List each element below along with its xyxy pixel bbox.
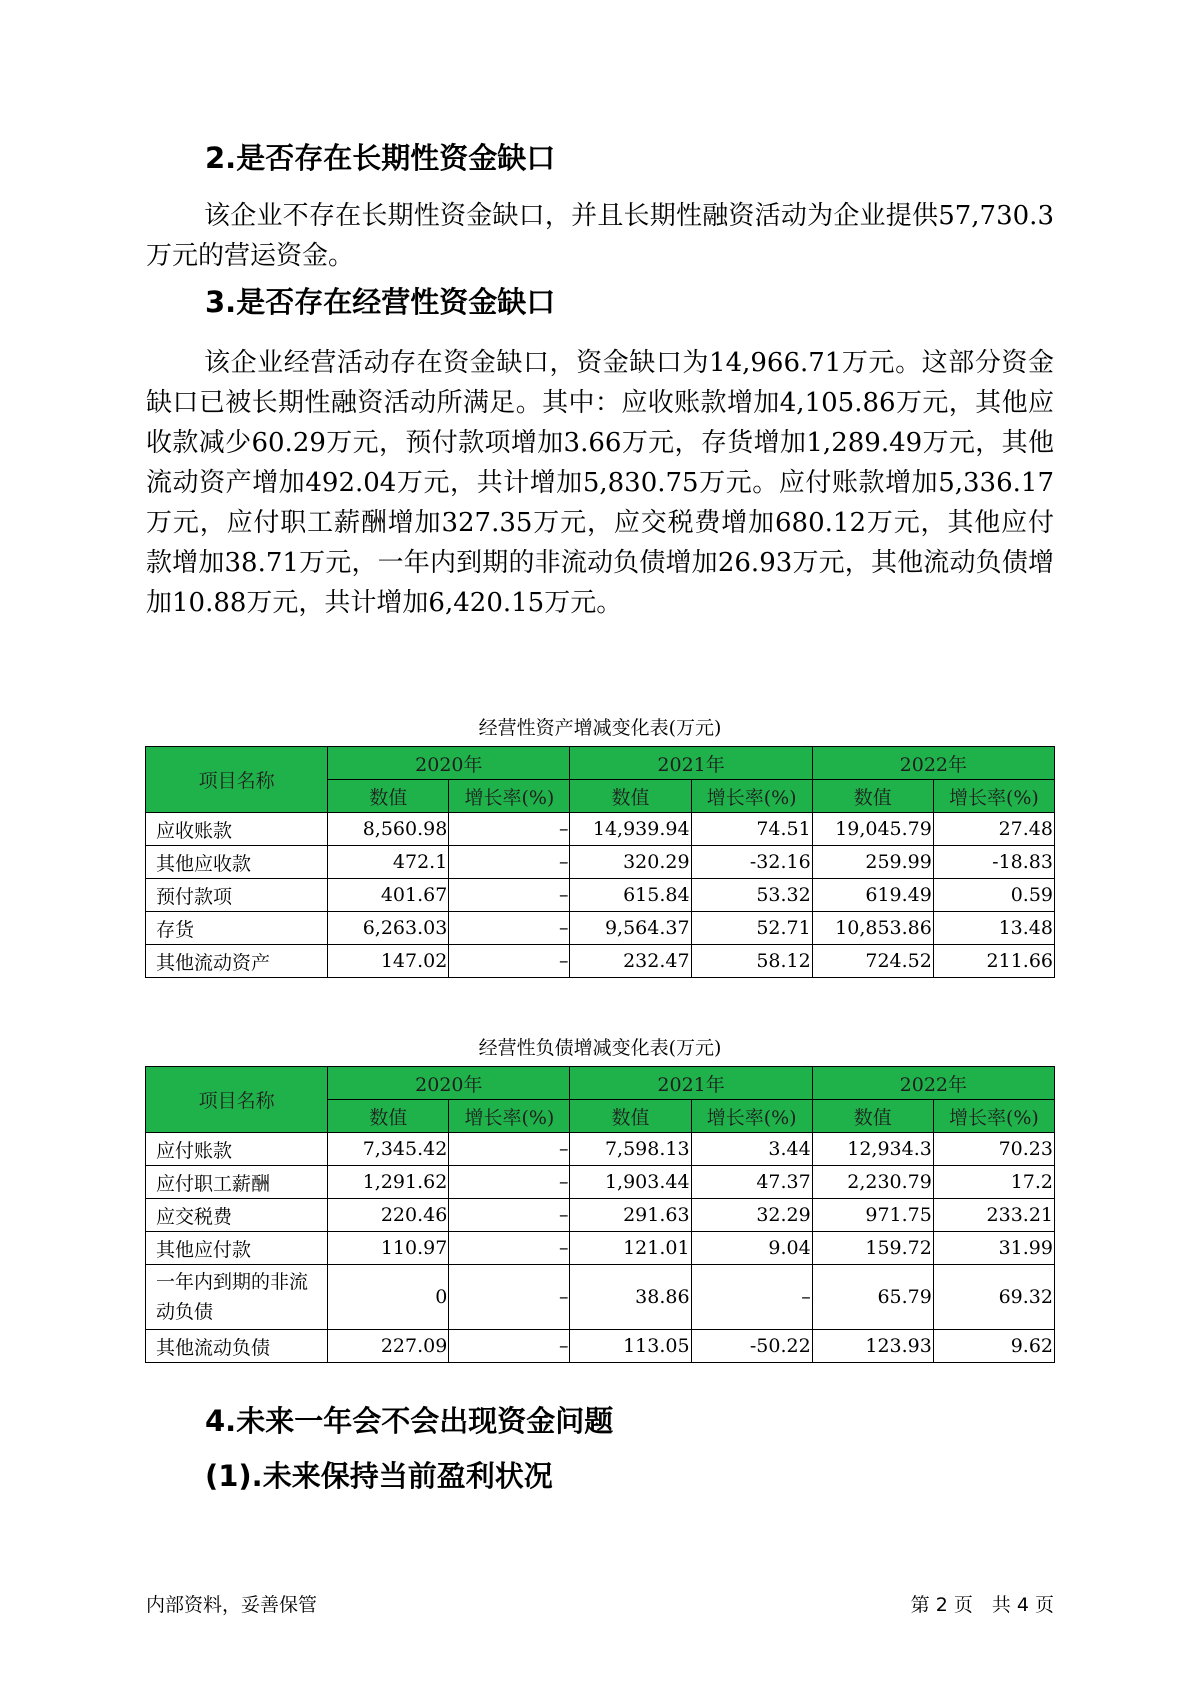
cell-growth-rate: – [449,1166,570,1199]
cell-value: 0 [328,1265,449,1330]
row-item-name: 预付款项 [146,879,328,912]
footer-page-number: 第 2 页 共 4 页 [910,1594,1054,1616]
header-year-2021: 2021年 [570,1067,812,1100]
cell-value: 9,564.37 [570,912,691,945]
cell-growth-rate: – [449,1265,570,1330]
cell-value: 8,560.98 [328,813,449,846]
cell-value: 6,263.03 [328,912,449,945]
cell-value: 615.84 [570,879,691,912]
table-row [146,945,1055,978]
cell-growth-rate: 17.2 [933,1166,1054,1199]
cell-value: 227.09 [328,1330,449,1363]
header-year-2020: 2020年 [328,747,570,780]
cell-growth-rate: – [449,945,570,978]
cell-growth-rate: – [449,912,570,945]
cell-value: 1,903.44 [570,1166,691,1199]
asset-change-table [145,746,1055,978]
cell-value: 291.63 [570,1199,691,1232]
header-value: 数值 [328,1100,449,1133]
row-item-name: 其他流动资产 [146,945,328,978]
header-value: 数值 [812,1100,933,1133]
asset-table-caption: 经营性资产增减变化表(万元) [478,717,722,739]
row-item-name: 存货 [146,912,328,945]
section-3-title: 3.是否存在经营性资金缺口 [205,285,556,319]
cell-value: 12,934.3 [812,1133,933,1166]
header-growth-rate: 增长率(%) [449,1100,570,1133]
cell-value: 472.1 [328,846,449,879]
header-growth-rate: 增长率(%) [449,780,570,813]
row-item-name: 其他应收款 [146,846,328,879]
cell-value: 38.86 [570,1265,691,1330]
cell-value: 147.02 [328,945,449,978]
cell-value: 401.67 [328,879,449,912]
cell-growth-rate: 31.99 [933,1232,1054,1265]
cell-growth-rate: 69.32 [933,1265,1054,1330]
liability-change-table [145,1066,1055,1363]
section-4-title: 4.未来一年会不会出现资金问题 [205,1404,614,1438]
section-2-title: 2.是否存在长期性资金缺口 [205,141,556,175]
row-item-name: 应付职工薪酬 [146,1166,328,1199]
header-growth-rate: 增长率(%) [933,1100,1054,1133]
footer-confidential-note: 内部资料，妥善保管 [146,1594,318,1616]
cell-growth-rate: 211.66 [933,945,1054,978]
row-item-name: 其他应付款 [146,1232,328,1265]
header-year-2022: 2022年 [812,1067,1054,1100]
header-value: 数值 [570,1100,691,1133]
table-row [146,879,1055,912]
cell-value: 19,045.79 [812,813,933,846]
cell-value: 320.29 [570,846,691,879]
table-row [146,912,1055,945]
cell-growth-rate: 70.23 [933,1133,1054,1166]
cell-growth-rate: – [691,1265,812,1330]
cell-growth-rate: -32.16 [691,846,812,879]
cell-growth-rate: 47.37 [691,1166,812,1199]
cell-value: 123.93 [812,1330,933,1363]
header-value: 数值 [812,780,933,813]
cell-growth-rate: -50.22 [691,1330,812,1363]
section-2-paragraph: 该企业不存在长期性资金缺口，并且长期性融资活动为企业提供57,730.3万元的营运资金。 [146,201,1054,271]
cell-growth-rate: 13.48 [933,912,1054,945]
cell-value: 121.01 [570,1232,691,1265]
table-row [146,813,1055,846]
cell-growth-rate: – [449,879,570,912]
section-4-subtitle: (1).未来保持当前盈利状况 [205,1459,553,1493]
header-year-2021: 2021年 [570,747,812,780]
cell-growth-rate: 53.32 [691,879,812,912]
cell-growth-rate: – [449,1330,570,1363]
cell-value: 259.99 [812,846,933,879]
cell-growth-rate: – [449,1232,570,1265]
table-row [146,1265,1055,1330]
cell-value: 159.72 [812,1232,933,1265]
cell-growth-rate: 58.12 [691,945,812,978]
cell-value: 7,345.42 [328,1133,449,1166]
section-3-paragraph: 该企业经营活动存在资金缺口，资金缺口为14,966.71万元。这部分资金缺口已被长期性融资活动所满足。其中：应收账款增加4,105.86万元，其他应收款减少60.29万元，预付款项增加3.66万元，存货增加1,289.49万元，其他流动资产增加492.04万元，共计增加5,830.75万元。应付账款增加5,336.17万元，应付职工薪酬增加327.35万元，应交税费增加680.12万元，其他应付款增加38.71万元，一年内到期的非流动负债增加26.93万元，其他流动负债增加10.88万元，共计增加6,420.15万元。 [146,348,1054,618]
header-item-name: 项目名称 [146,747,328,813]
cell-value: 10,853.86 [812,912,933,945]
cell-growth-rate: 3.44 [691,1133,812,1166]
cell-value: 619.49 [812,879,933,912]
row-item-name: 其他流动负债 [146,1330,328,1363]
cell-growth-rate: 9.04 [691,1232,812,1265]
cell-growth-rate: 27.48 [933,813,1054,846]
row-item-name: 应付账款 [146,1133,328,1166]
cell-growth-rate: – [449,1199,570,1232]
cell-growth-rate: 32.29 [691,1199,812,1232]
cell-value: 7,598.13 [570,1133,691,1166]
cell-value: 65.79 [812,1265,933,1330]
cell-value: 971.75 [812,1199,933,1232]
cell-value: 220.46 [328,1199,449,1232]
row-item-name: 应交税费 [146,1199,328,1232]
header-growth-rate: 增长率(%) [691,1100,812,1133]
cell-value: 110.97 [328,1232,449,1265]
cell-growth-rate: – [449,846,570,879]
header-growth-rate: 增长率(%) [691,780,812,813]
table-row [146,1199,1055,1232]
table-row [146,1232,1055,1265]
cell-value: 1,291.62 [328,1166,449,1199]
cell-value: 14,939.94 [570,813,691,846]
header-value: 数值 [570,780,691,813]
liability-table-caption: 经营性负债增减变化表(万元) [478,1037,722,1059]
table-row [146,1330,1055,1363]
cell-growth-rate: 0.59 [933,879,1054,912]
cell-growth-rate: 52.71 [691,912,812,945]
header-item-name: 项目名称 [146,1067,328,1133]
table-row [146,846,1055,879]
header-year-2020: 2020年 [328,1067,570,1100]
cell-growth-rate: -18.83 [933,846,1054,879]
header-value: 数值 [328,780,449,813]
header-year-2022: 2022年 [812,747,1054,780]
row-item-name: 应收账款 [146,813,328,846]
row-item-name: 一年内到期的非流动负债 [146,1265,328,1330]
table-row [146,1166,1055,1199]
cell-growth-rate: – [449,813,570,846]
cell-value: 232.47 [570,945,691,978]
cell-growth-rate: – [449,1133,570,1166]
cell-growth-rate: 9.62 [933,1330,1054,1363]
cell-value: 724.52 [812,945,933,978]
cell-value: 2,230.79 [812,1166,933,1199]
cell-value: 113.05 [570,1330,691,1363]
cell-growth-rate: 74.51 [691,813,812,846]
table-row [146,1133,1055,1166]
cell-growth-rate: 233.21 [933,1199,1054,1232]
header-growth-rate: 增长率(%) [933,780,1054,813]
